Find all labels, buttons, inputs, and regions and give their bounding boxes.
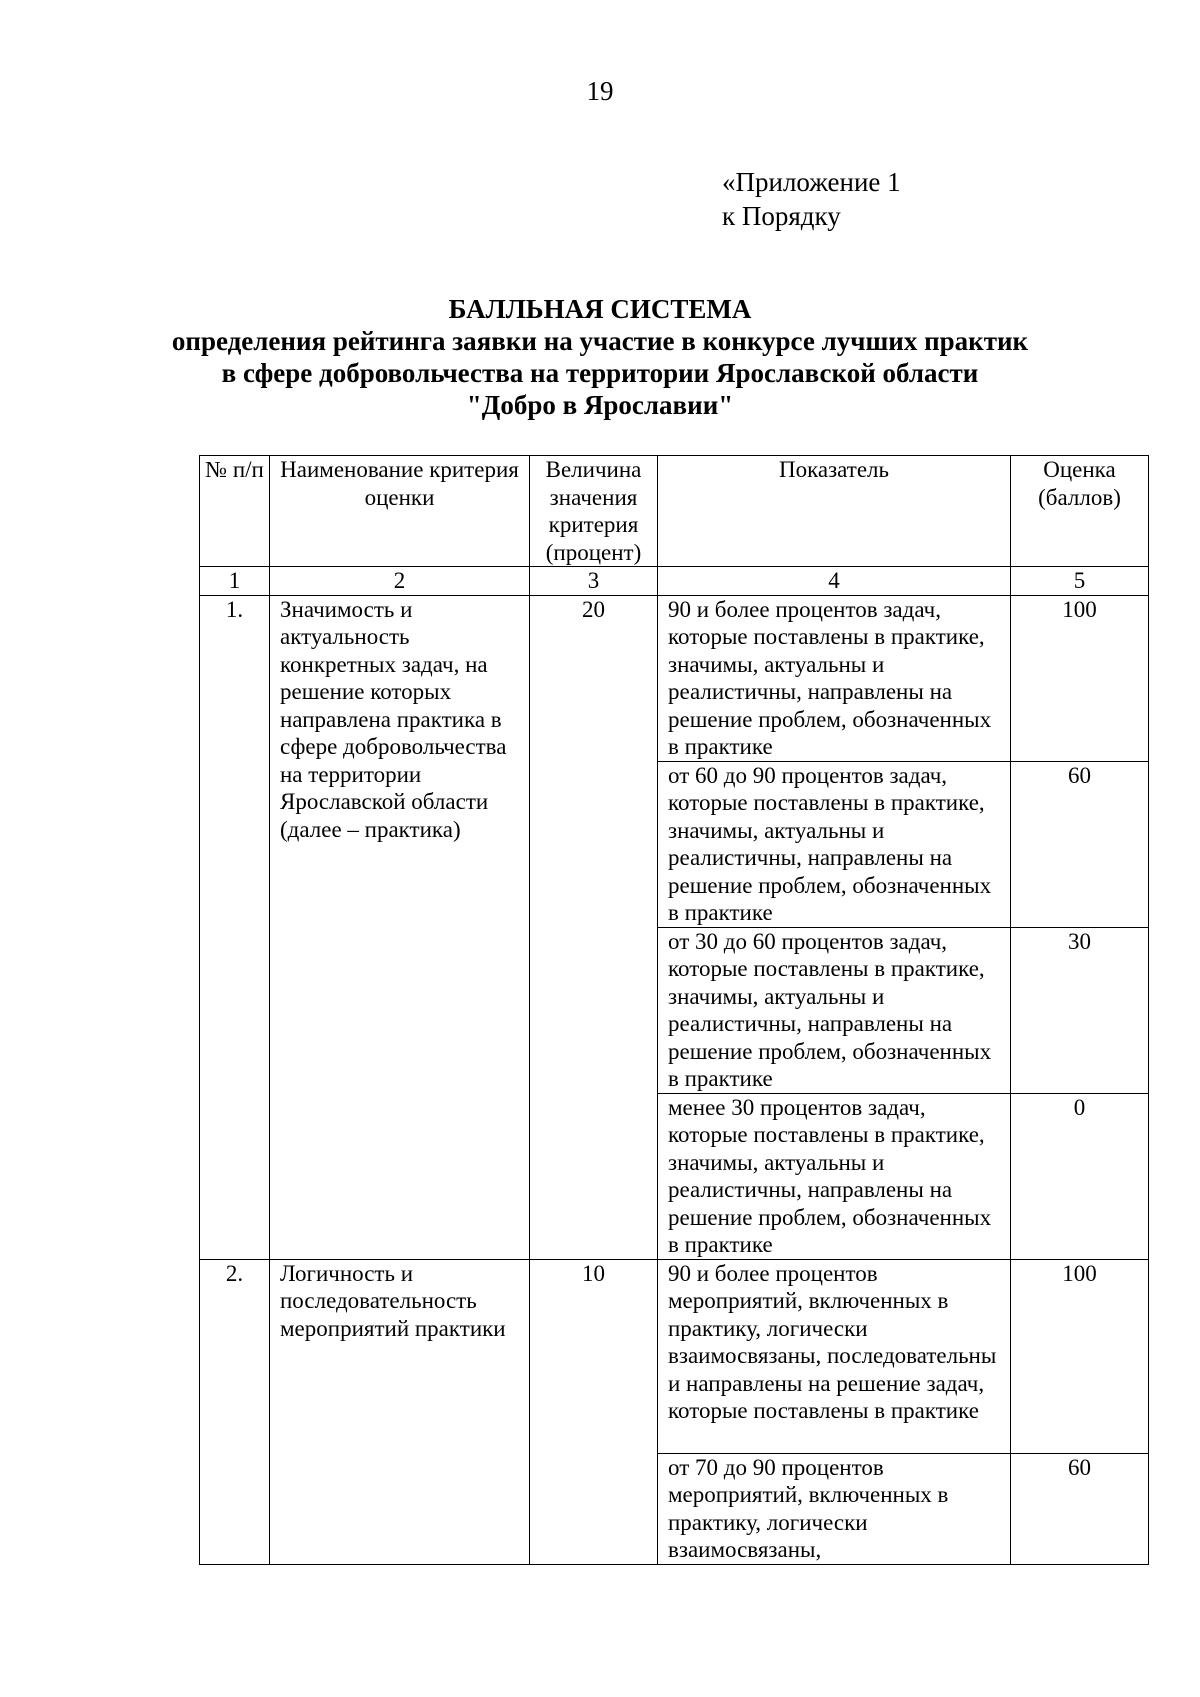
column-number: 5: [1011, 567, 1149, 596]
criterion-weight: 20: [530, 595, 658, 1259]
criteria-table: [199, 455, 1149, 1565]
title-line-1: БАЛЛЬНАЯ СИСТЕМА: [448, 294, 752, 324]
title-line-4: "Добро в Ярославии": [466, 390, 734, 420]
indicator-text: от 60 до 90 процентов задач, которые поставлены в практике, значимы, актуальны и реалистичны, направлены на решение проблем, обозначенных в практике: [658, 761, 1011, 927]
header-cell: № п/п: [200, 456, 270, 567]
criterion-weight: 10: [530, 1259, 658, 1564]
criterion-name: Логичность и последовательность мероприятий практики: [270, 1259, 530, 1564]
indicator-score: 60: [1011, 1453, 1149, 1564]
column-number: 3: [530, 567, 658, 596]
table-header-row: [200, 456, 1149, 567]
indicator-text: 90 и более процентов задач, которые поставлены в практике, значимы, актуальны и реалистичны, направлены на решение проблем, обозначенных в практике: [658, 595, 1011, 761]
column-number: 1: [200, 567, 270, 596]
indicator-score: 100: [1011, 595, 1149, 761]
indicator-score: 30: [1011, 927, 1149, 1093]
header-cell: Величина значения критерия (процент): [530, 456, 658, 567]
table-row: [200, 595, 1149, 761]
column-number-row: [200, 567, 1149, 596]
page-number: 19: [586, 76, 614, 106]
header-cell: Оценка (баллов): [1011, 456, 1149, 567]
row-number: 1.: [200, 595, 270, 1259]
document-title: [0, 293, 1200, 421]
indicator-score: 100: [1011, 1259, 1149, 1453]
column-number: 2: [270, 567, 530, 596]
indicator-text: 90 и более процентов мероприятий, включенных в практику, логически взаимосвязаны, последовательны и направлены на решение задач, которые поставлены в практике: [658, 1259, 1011, 1453]
criterion-name: Значимость и актуальность конкретных задач, на решение которых направлена практика в сфере добровольчества на территории Ярославской области (далее – практика): [270, 595, 530, 1259]
indicator-score: 60: [1011, 761, 1149, 927]
header-cell: Наименование критерия оценки: [270, 456, 530, 567]
indicator-text: менее 30 процентов задач, которые поставлены в практике, значимы, актуальны и реалистичны, направлены на решение проблем, обозначенных в практике: [658, 1093, 1011, 1259]
indicator-text: от 30 до 60 процентов задач, которые поставлены в практике, значимы, актуальны и реалистичны, направлены на решение проблем, обозначенных в практике: [658, 927, 1011, 1093]
column-number: 4: [658, 567, 1011, 596]
indicator-text: от 70 до 90 процентов мероприятий, включенных в практику, логически взаимосвязаны,: [658, 1453, 1011, 1564]
table-row: [200, 1259, 1149, 1453]
header-cell: Показатель: [658, 456, 1011, 567]
title-line-3: в сфере добровольчества на территории Ярославской области: [221, 358, 979, 388]
row-number: 2.: [200, 1259, 270, 1564]
indicator-score: 0: [1011, 1093, 1149, 1259]
appendix-line-2: к Порядку: [722, 201, 841, 231]
title-line-2: определения рейтинга заявки на участие в конкурсе лучших практик: [171, 326, 1029, 356]
appendix-reference: [722, 165, 901, 233]
appendix-line-1: «Приложение 1: [722, 167, 901, 197]
